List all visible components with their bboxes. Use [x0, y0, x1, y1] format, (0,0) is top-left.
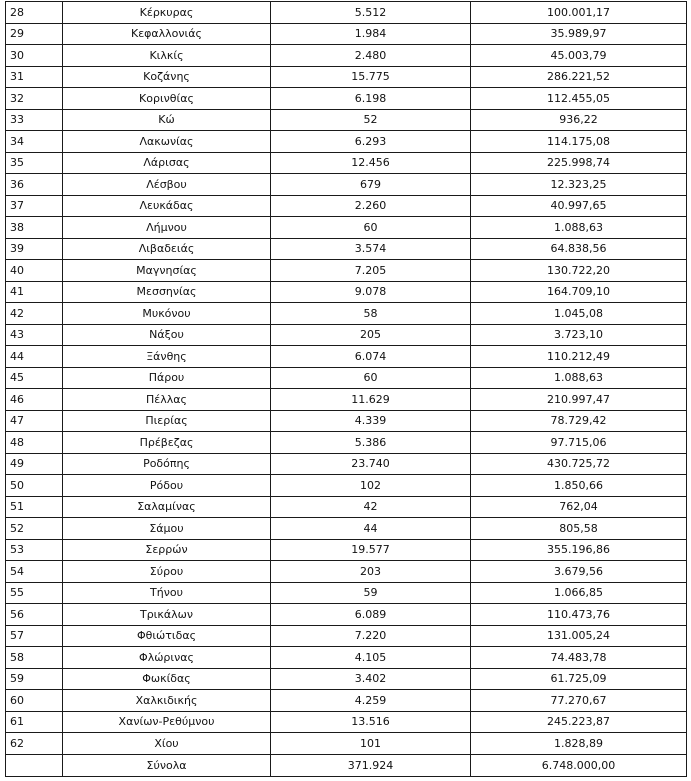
table-row — [6, 88, 687, 110]
prefecture-name-cell: Σάμου — [63, 518, 271, 540]
table-row — [6, 66, 687, 88]
prefecture-name-cell: Πιερίας — [63, 410, 271, 432]
count-cell: 58 — [271, 303, 471, 325]
row-number-cell: 30 — [6, 45, 63, 67]
table-row — [6, 539, 687, 561]
row-number-cell: 36 — [6, 174, 63, 196]
row-number-cell: 38 — [6, 217, 63, 239]
prefecture-name-cell: Πρέβεζας — [63, 432, 271, 454]
amount-cell: 61.725,09 — [471, 668, 687, 690]
table-row — [6, 346, 687, 368]
count-cell: 11.629 — [271, 389, 471, 411]
amount-cell: 97.715,06 — [471, 432, 687, 454]
prefecture-name-cell: Σαλαμίνας — [63, 496, 271, 518]
row-number-cell: 46 — [6, 389, 63, 411]
amount-cell: 40.997,65 — [471, 195, 687, 217]
table-row — [6, 432, 687, 454]
amount-cell: 6.748.000,00 — [471, 754, 687, 776]
count-cell: 1.984 — [271, 23, 471, 45]
count-cell: 7.220 — [271, 625, 471, 647]
row-number-cell: 61 — [6, 711, 63, 733]
prefecture-name-cell: Τρικάλων — [63, 604, 271, 626]
prefecture-name-cell: Σύρου — [63, 561, 271, 583]
amount-cell: 210.997,47 — [471, 389, 687, 411]
count-cell: 2.480 — [271, 45, 471, 67]
prefecture-name-cell: Κώ — [63, 109, 271, 131]
table-row — [6, 23, 687, 45]
prefecture-name-cell: Λήμνου — [63, 217, 271, 239]
count-cell: 19.577 — [271, 539, 471, 561]
amount-cell: 1.045,08 — [471, 303, 687, 325]
table-row — [6, 475, 687, 497]
amount-cell: 74.483,78 — [471, 647, 687, 669]
prefecture-name-cell: Σερρών — [63, 539, 271, 561]
row-number-cell: 55 — [6, 582, 63, 604]
table-row — [6, 582, 687, 604]
table-row — [6, 389, 687, 411]
prefecture-name-cell: Χανίων-Ρεθύμνου — [63, 711, 271, 733]
row-number-cell: 47 — [6, 410, 63, 432]
count-cell: 371.924 — [271, 754, 471, 776]
table-row — [6, 518, 687, 540]
prefecture-name-cell: Κεφαλλονιάς — [63, 23, 271, 45]
prefecture-name-cell: Φθιώτιδας — [63, 625, 271, 647]
prefecture-name-cell: Τήνου — [63, 582, 271, 604]
row-number-cell: 35 — [6, 152, 63, 174]
count-cell: 3.402 — [271, 668, 471, 690]
prefecture-name-cell: Μεσσηνίας — [63, 281, 271, 303]
table-row — [6, 410, 687, 432]
table-row — [6, 690, 687, 712]
row-number-cell: 41 — [6, 281, 63, 303]
count-cell: 4.105 — [271, 647, 471, 669]
count-cell: 205 — [271, 324, 471, 346]
row-number-cell: 40 — [6, 260, 63, 282]
table-row — [6, 561, 687, 583]
amount-cell: 35.989,97 — [471, 23, 687, 45]
table-row — [6, 647, 687, 669]
count-cell: 102 — [271, 475, 471, 497]
amount-cell: 1.066,85 — [471, 582, 687, 604]
row-number-cell: 42 — [6, 303, 63, 325]
table-row — [6, 131, 687, 153]
count-cell: 6.293 — [271, 131, 471, 153]
row-number-cell: 28 — [6, 2, 63, 24]
table-row — [6, 195, 687, 217]
table-row — [6, 668, 687, 690]
row-number-cell: 45 — [6, 367, 63, 389]
amount-cell: 245.223,87 — [471, 711, 687, 733]
prefecture-name-cell: Κορινθίας — [63, 88, 271, 110]
count-cell: 13.516 — [271, 711, 471, 733]
amount-cell: 936,22 — [471, 109, 687, 131]
prefecture-name-cell: Σύνολα — [63, 754, 271, 776]
prefecture-name-cell: Κιλκίς — [63, 45, 271, 67]
total-row — [6, 754, 687, 776]
row-number-cell: 59 — [6, 668, 63, 690]
count-cell: 6.089 — [271, 604, 471, 626]
amount-cell: 164.709,10 — [471, 281, 687, 303]
count-cell: 9.078 — [271, 281, 471, 303]
count-cell: 3.574 — [271, 238, 471, 260]
table-row — [6, 324, 687, 346]
count-cell: 12.456 — [271, 152, 471, 174]
count-cell: 59 — [271, 582, 471, 604]
prefecture-name-cell: Λιβαδειάς — [63, 238, 271, 260]
prefecture-name-cell: Λευκάδας — [63, 195, 271, 217]
table-row — [6, 604, 687, 626]
prefecture-name-cell: Λάρισας — [63, 152, 271, 174]
count-cell: 23.740 — [271, 453, 471, 475]
count-cell: 679 — [271, 174, 471, 196]
amount-cell: 1.828,89 — [471, 733, 687, 755]
table-body — [6, 2, 687, 777]
table-row — [6, 453, 687, 475]
table-row — [6, 174, 687, 196]
count-cell: 6.074 — [271, 346, 471, 368]
count-cell: 6.198 — [271, 88, 471, 110]
row-number-cell: 32 — [6, 88, 63, 110]
row-number-cell: 29 — [6, 23, 63, 45]
row-number-cell: 49 — [6, 453, 63, 475]
amount-cell: 1.088,63 — [471, 367, 687, 389]
table-row — [6, 303, 687, 325]
count-cell: 7.205 — [271, 260, 471, 282]
prefecture-name-cell: Φλώρινας — [63, 647, 271, 669]
row-number-cell: 44 — [6, 346, 63, 368]
table-row — [6, 367, 687, 389]
amount-cell: 3.679,56 — [471, 561, 687, 583]
row-number-cell: 39 — [6, 238, 63, 260]
table-row — [6, 260, 687, 282]
prefecture-name-cell: Μυκόνου — [63, 303, 271, 325]
amount-cell: 430.725,72 — [471, 453, 687, 475]
amount-cell: 110.212,49 — [471, 346, 687, 368]
count-cell: 15.775 — [271, 66, 471, 88]
count-cell: 60 — [271, 217, 471, 239]
table-row — [6, 625, 687, 647]
row-number-cell: 54 — [6, 561, 63, 583]
prefecture-name-cell: Ροδόπης — [63, 453, 271, 475]
row-number-cell: 37 — [6, 195, 63, 217]
row-number-cell: 52 — [6, 518, 63, 540]
row-number-cell: 56 — [6, 604, 63, 626]
amount-cell: 1.088,63 — [471, 217, 687, 239]
row-number-cell: 33 — [6, 109, 63, 131]
amount-cell: 355.196,86 — [471, 539, 687, 561]
data-table — [5, 1, 687, 777]
count-cell: 5.512 — [271, 2, 471, 24]
prefecture-name-cell: Μαγνησίας — [63, 260, 271, 282]
prefecture-name-cell: Χίου — [63, 733, 271, 755]
row-number-cell: 48 — [6, 432, 63, 454]
count-cell: 44 — [271, 518, 471, 540]
prefecture-name-cell: Ξάνθης — [63, 346, 271, 368]
amount-cell: 131.005,24 — [471, 625, 687, 647]
count-cell: 2.260 — [271, 195, 471, 217]
table-row — [6, 496, 687, 518]
prefecture-name-cell: Νάξου — [63, 324, 271, 346]
amount-cell: 100.001,17 — [471, 2, 687, 24]
row-number-cell: 53 — [6, 539, 63, 561]
amount-cell: 114.175,08 — [471, 131, 687, 153]
row-number-cell: 57 — [6, 625, 63, 647]
prefecture-name-cell: Λέσβου — [63, 174, 271, 196]
row-number-cell: 58 — [6, 647, 63, 669]
table-row — [6, 711, 687, 733]
row-number-cell: 34 — [6, 131, 63, 153]
row-number-cell: 50 — [6, 475, 63, 497]
prefecture-name-cell: Πάρου — [63, 367, 271, 389]
amount-cell: 130.722,20 — [471, 260, 687, 282]
count-cell: 4.259 — [271, 690, 471, 712]
prefecture-name-cell: Λακωνίας — [63, 131, 271, 153]
count-cell: 4.339 — [271, 410, 471, 432]
prefecture-name-cell: Ρόδου — [63, 475, 271, 497]
amount-cell: 286.221,52 — [471, 66, 687, 88]
amount-cell: 78.729,42 — [471, 410, 687, 432]
prefecture-name-cell: Πέλλας — [63, 389, 271, 411]
prefecture-name-cell: Κοζάνης — [63, 66, 271, 88]
count-cell: 60 — [271, 367, 471, 389]
amount-cell: 225.998,74 — [471, 152, 687, 174]
row-number-cell — [6, 754, 63, 776]
amount-cell: 45.003,79 — [471, 45, 687, 67]
table-row — [6, 238, 687, 260]
row-number-cell: 31 — [6, 66, 63, 88]
row-number-cell: 62 — [6, 733, 63, 755]
table-row — [6, 45, 687, 67]
amount-cell: 112.455,05 — [471, 88, 687, 110]
table-row — [6, 733, 687, 755]
amount-cell: 1.850,66 — [471, 475, 687, 497]
row-number-cell: 43 — [6, 324, 63, 346]
prefecture-name-cell: Κέρκυρας — [63, 2, 271, 24]
amount-cell: 77.270,67 — [471, 690, 687, 712]
prefecture-name-cell: Φωκίδας — [63, 668, 271, 690]
count-cell: 42 — [271, 496, 471, 518]
count-cell: 5.386 — [271, 432, 471, 454]
amount-cell: 64.838,56 — [471, 238, 687, 260]
table-row — [6, 217, 687, 239]
count-cell: 52 — [271, 109, 471, 131]
amount-cell: 805,58 — [471, 518, 687, 540]
amount-cell: 762,04 — [471, 496, 687, 518]
prefecture-name-cell: Χαλκιδικής — [63, 690, 271, 712]
row-number-cell: 60 — [6, 690, 63, 712]
table-row — [6, 281, 687, 303]
count-cell: 203 — [271, 561, 471, 583]
amount-cell: 12.323,25 — [471, 174, 687, 196]
table-row — [6, 152, 687, 174]
amount-cell: 3.723,10 — [471, 324, 687, 346]
table-row — [6, 109, 687, 131]
amount-cell: 110.473,76 — [471, 604, 687, 626]
row-number-cell: 51 — [6, 496, 63, 518]
count-cell: 101 — [271, 733, 471, 755]
table-row — [6, 2, 687, 24]
